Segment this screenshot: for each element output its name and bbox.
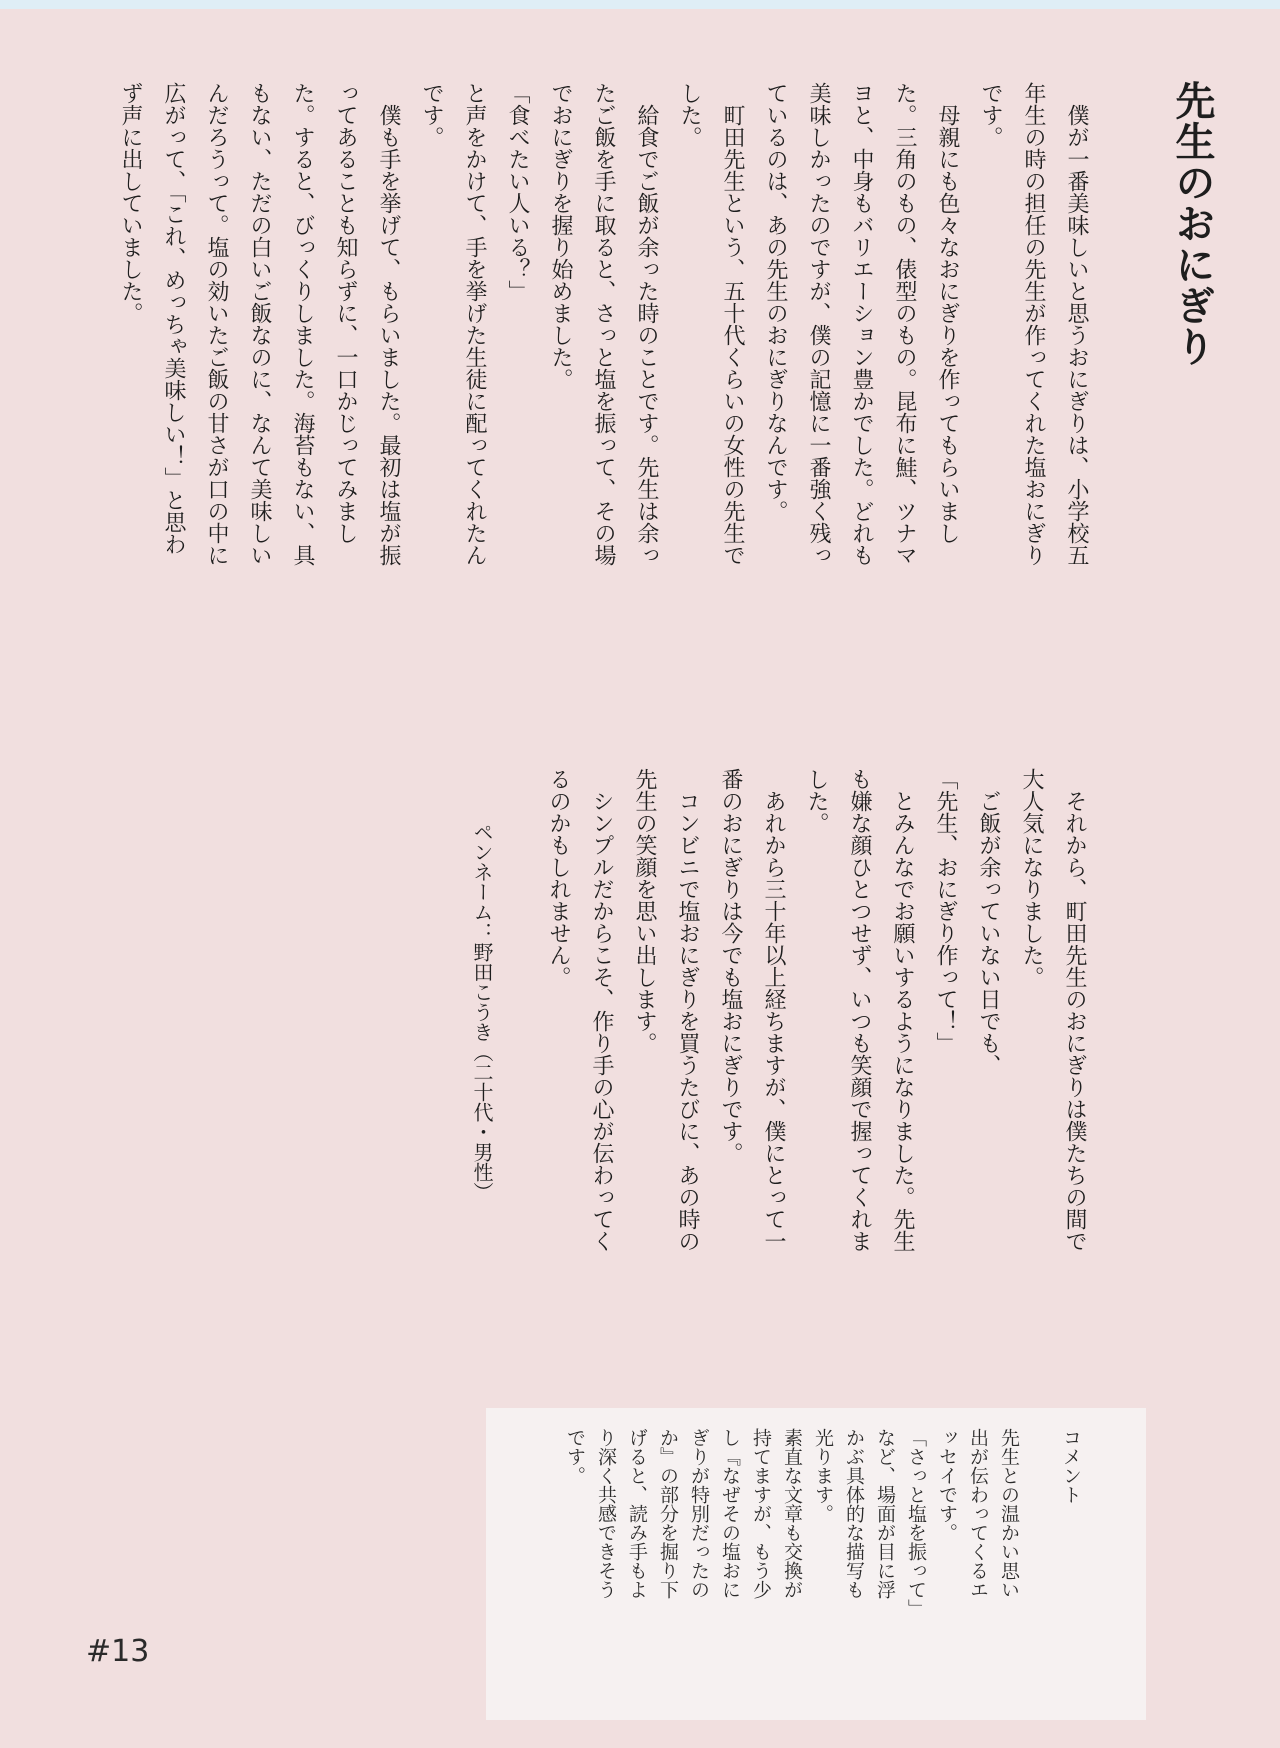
top-border-band <box>0 0 1280 9</box>
article-title: 先生のおにぎり <box>1169 80 1216 367</box>
article-body-lower: それから、町田先生のおにぎりは僕たちの間で 大人気になりました。 ご飯が余っていない日でも、 「先生、おにぎり作って！」 とみんなでお願いするようになりました。先生 も嫌な顔ひとつせず、いつも笑顔で握ってくれま した。 あれから三十年以上経ちますが、僕にとって一 番のおにぎりは今でも塩おにぎりです。 コンビニで塩おにぎりを買うたびに、あの時の 先生の笑顔を思い出します。 シンプルだからこそ、作り手の心が伝わってく るのかもしれません。 <box>546 768 1087 1252</box>
page-number: #13 <box>86 1634 150 1669</box>
author-penname: ペンネーム：野田こうき（二十代・男性） <box>470 822 494 1202</box>
comment-box <box>486 1408 1146 1720</box>
comment-text: コメント 先生との温かい思い 出が伝わってくるエ ッセイです。 「さっと塩を振って」 など、場面が目に浮 かぶ具体的な描写も 光ります。 素直な文章も交換が 持てますが、もう少 し『なぜその塩おに ぎりが特別だったの か』の部分を掘り下 げると、読み手もよ り深く共感できそう です。 <box>564 1428 1082 1618</box>
article-body-upper: 僕が一番美味しいと思うおにぎりは、小学校五 年生の時の担任の先生が作ってくれた塩おにぎり です。 母親にも色々なおにぎりを作ってもらいまし た。三角のもの、俵型のもの。昆布に鮭、ツナマ ヨと、中身もバリエーション豊かでした。どれも 美味しかったのですが、僕の記憶に一番強く残っ ているのは、あの先生のおにぎりなんです。 町田先生という、五十代くらいの女性の先生で した。 給食でご飯が余った時のことです。先生は余っ たご飯を手に取ると、さっと塩を振って、その場 でおにぎりを握り始めました。 「食べたい人いる？」 と声をかけて、手を挙げた生徒に配ってくれたん です。 僕も手を挙げて、もらいました。最初は塩が振 ってあることも知らずに、一口かじってみまし た。すると、びっくりしました。海苔もない、具 もない、ただの白いご飯なのに、なんて美味しい んだろうって。塩の効いたご飯の甘さが口の中に 広がって、「これ、めっちゃ美味しい！」と思わ ず声に出していました。 <box>118 82 1089 566</box>
